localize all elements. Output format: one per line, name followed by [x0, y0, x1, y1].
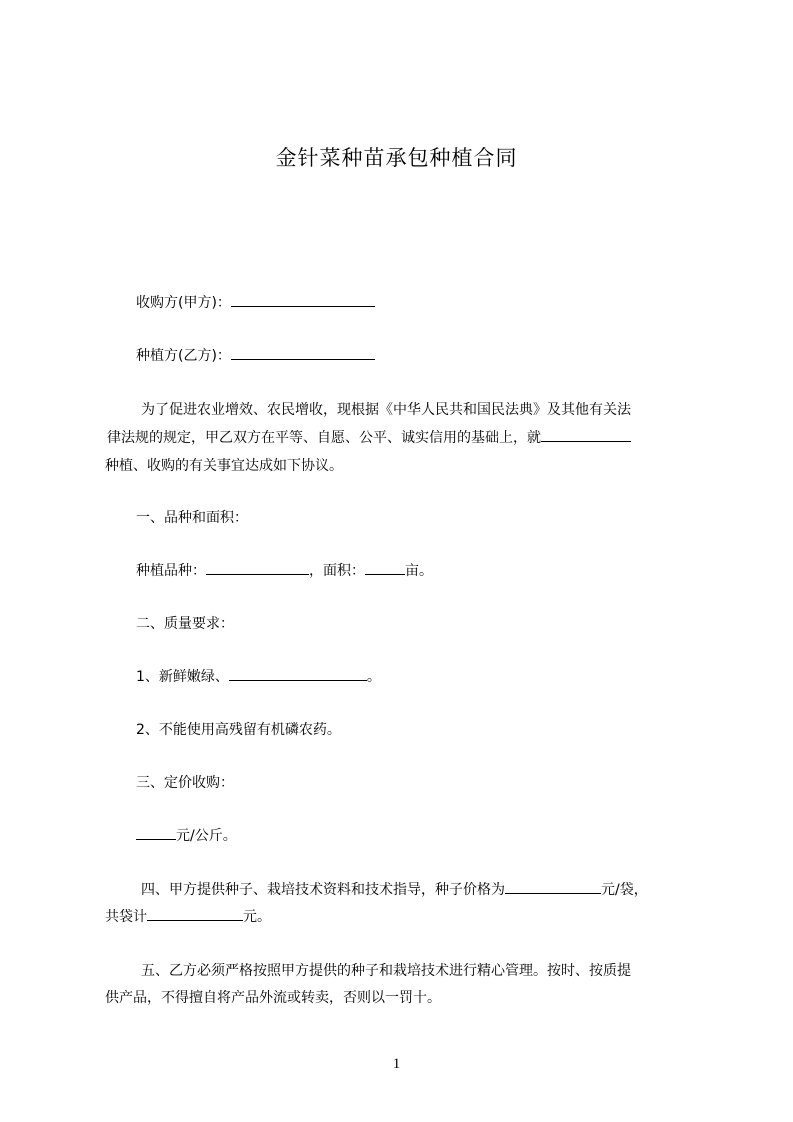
- price-line: [136, 825, 237, 845]
- buyer-line: [136, 292, 375, 312]
- section-2-heading: 二、质量要求：: [136, 616, 234, 632]
- page-number: 1: [392, 1056, 401, 1072]
- section-4-text-1: 四、甲方提供种子、栽培技术资料和技术指导，种子价格为: [141, 882, 505, 898]
- section-4-line-1: [141, 879, 648, 899]
- variety-blank: [206, 561, 309, 575]
- quality-item-1: [136, 666, 381, 686]
- quality-item-1-end: 。: [366, 669, 381, 685]
- preamble-line-3: 种植、收购的有关事宜达成如下协议。: [105, 458, 343, 474]
- section-3-heading: 三、定价收购：: [136, 775, 234, 791]
- area-label: ，面积：: [309, 563, 365, 579]
- seed-total-unit: 元。: [243, 909, 271, 925]
- area-blank: [365, 561, 405, 575]
- grower-line: [136, 345, 375, 365]
- quality-item-1-text: 1、新鲜嫩绿、: [136, 669, 229, 685]
- seed-price-unit: 元/袋，: [601, 882, 648, 898]
- preamble-blank: [541, 428, 631, 442]
- section-5-line-1: 五、乙方必须严格按照甲方提供的种子和栽培技术进行精心管理。按时、按质提: [141, 963, 631, 979]
- preamble-line-1: 为了促进农业增效、农民增收，现根据《中华人民共和国民法典》及其他有关法: [141, 402, 631, 418]
- section-4-line-2: [105, 906, 700, 926]
- seed-price-blank: [505, 880, 601, 894]
- quality-blank: [229, 667, 367, 681]
- seed-total-blank: [147, 907, 243, 921]
- preamble-line-2: [107, 427, 702, 447]
- grower-label: 种植方(乙方)：: [136, 348, 231, 364]
- variety-area-line: [136, 560, 433, 580]
- variety-label: 种植品种：: [136, 563, 206, 579]
- document-title: 金针菜种苗承包种植合同: [275, 146, 518, 170]
- price-blank: [136, 826, 176, 840]
- buyer-label: 收购方(甲方)：: [136, 295, 231, 311]
- price-unit: 元/公斤。: [176, 828, 237, 844]
- grower-blank: [231, 346, 375, 360]
- quality-item-2: 2、不能使用高残留有机磷农药。: [136, 722, 341, 738]
- buyer-blank: [231, 293, 375, 307]
- section-5-line-2: 供产品，不得擅自将产品外流或转卖，否则以一罚十。: [105, 990, 441, 1006]
- section-1-heading: 一、品种和面积：: [136, 510, 248, 526]
- section-4-text-2: 共袋计: [105, 909, 147, 925]
- area-unit: 亩。: [405, 563, 433, 579]
- preamble-text-2: 律法规的规定，甲乙双方在平等、自愿、公平、诚实信用的基础上，就: [107, 430, 541, 446]
